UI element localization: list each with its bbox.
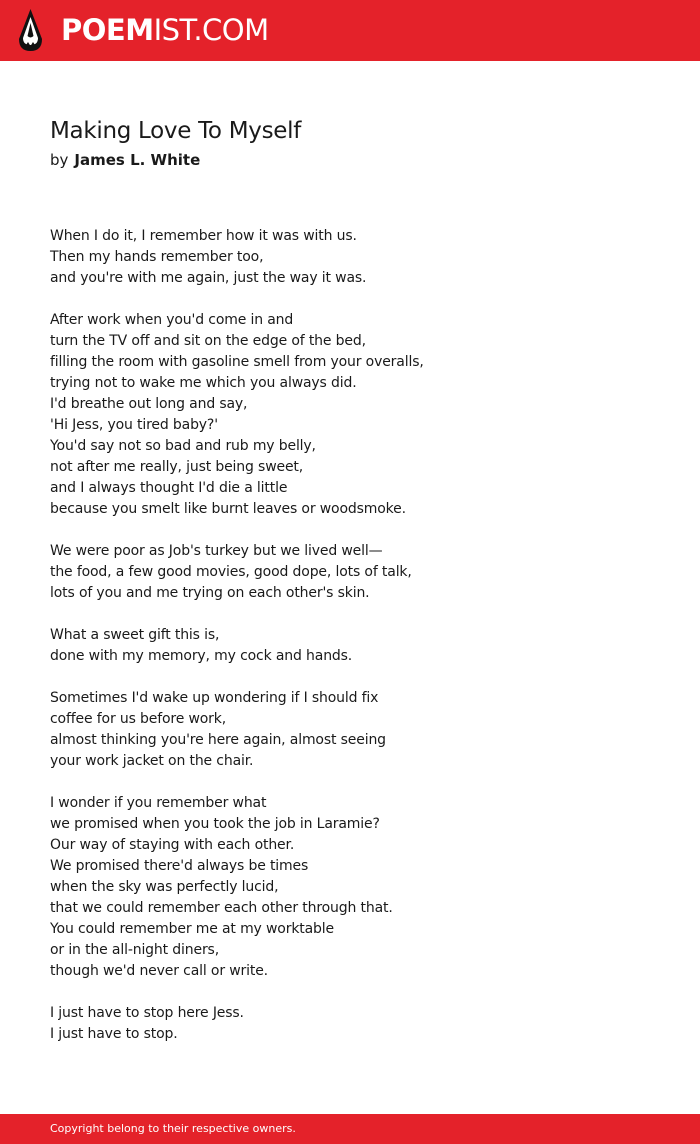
poem-line: turn the TV off and sit on the edge of the bed, bbox=[50, 333, 366, 349]
stanza bbox=[50, 793, 650, 982]
poem-line: I wonder if you remember what bbox=[50, 795, 267, 811]
poem-line: 'Hi Jess, you tired baby?' bbox=[50, 417, 218, 433]
brand-name-light: IST.COM bbox=[153, 13, 269, 47]
poem-line: done with my memory, my cock and hands. bbox=[50, 648, 353, 664]
poem-content bbox=[50, 113, 650, 1066]
poem-line: You'd say not so bad and rub my belly, bbox=[50, 438, 316, 454]
poem-line: I just have to stop. bbox=[50, 1026, 178, 1042]
poem-body bbox=[50, 226, 650, 1045]
poem-line: When I do it, I remember how it was with us. bbox=[50, 228, 357, 244]
poem-line: We were poor as Job's turkey but we lived well— bbox=[50, 543, 383, 559]
stanza bbox=[50, 310, 650, 520]
poem-line: coffee for us before work, bbox=[50, 711, 227, 727]
brand-name-bold: POEM bbox=[61, 13, 154, 47]
poem-byline bbox=[50, 149, 650, 171]
poem-line: What a sweet gift this is, bbox=[50, 627, 220, 643]
poem-line: Our way of staying with each other. bbox=[50, 837, 295, 853]
poem-line: We promised there'd always be times bbox=[50, 858, 309, 874]
pencil-icon bbox=[18, 9, 43, 51]
poem-title: Making Love To Myself bbox=[50, 118, 301, 144]
poem-line: the food, a few good movies, good dope, lots of talk, bbox=[50, 564, 412, 580]
site-footer bbox=[0, 1114, 700, 1144]
poem-line: that we could remember each other through that. bbox=[50, 900, 393, 916]
poem-line: and you're with me again, just the way it was. bbox=[50, 270, 367, 286]
poem-line: not after me really, just being sweet, bbox=[50, 459, 304, 475]
site-header bbox=[0, 0, 700, 61]
stanza bbox=[50, 688, 650, 772]
poem-line: your work jacket on the chair. bbox=[50, 753, 254, 769]
poem-line: trying not to wake me which you always did. bbox=[50, 375, 357, 391]
author-link[interactable]: James L. White bbox=[74, 151, 201, 169]
brand-name bbox=[61, 9, 269, 51]
poem-line: lots of you and me trying on each other's skin. bbox=[50, 585, 370, 601]
poem-line: we promised when you took the job in Laramie? bbox=[50, 816, 380, 832]
poem-line: Then my hands remember too, bbox=[50, 249, 264, 265]
poem-line: almost thinking you're here again, almost seeing bbox=[50, 732, 386, 748]
stanza bbox=[50, 541, 650, 604]
poem-line: Sometimes I'd wake up wondering if I should fix bbox=[50, 690, 379, 706]
stanza bbox=[50, 1003, 650, 1045]
poem-line: or in the all-night diners, bbox=[50, 942, 219, 958]
poem-line: though we'd never call or write. bbox=[50, 963, 268, 979]
poem-line: You could remember me at my worktable bbox=[50, 921, 334, 937]
poem-line: I just have to stop here Jess. bbox=[50, 1005, 244, 1021]
copyright-notice: Copyright belong to their respective owners. bbox=[50, 1122, 296, 1135]
stanza bbox=[50, 226, 650, 289]
poem-line: when the sky was perfectly lucid, bbox=[50, 879, 279, 895]
poem-line: and I always thought I'd die a little bbox=[50, 480, 288, 496]
poem-line: I'd breathe out long and say, bbox=[50, 396, 248, 412]
stanza bbox=[50, 625, 650, 667]
poem-line: because you smelt like burnt leaves or woodsmoke. bbox=[50, 501, 406, 517]
by-label: by bbox=[50, 151, 69, 169]
poem-line: filling the room with gasoline smell from your overalls, bbox=[50, 354, 424, 370]
poem-line: After work when you'd come in and bbox=[50, 312, 294, 328]
site-logo-link[interactable] bbox=[18, 9, 269, 51]
